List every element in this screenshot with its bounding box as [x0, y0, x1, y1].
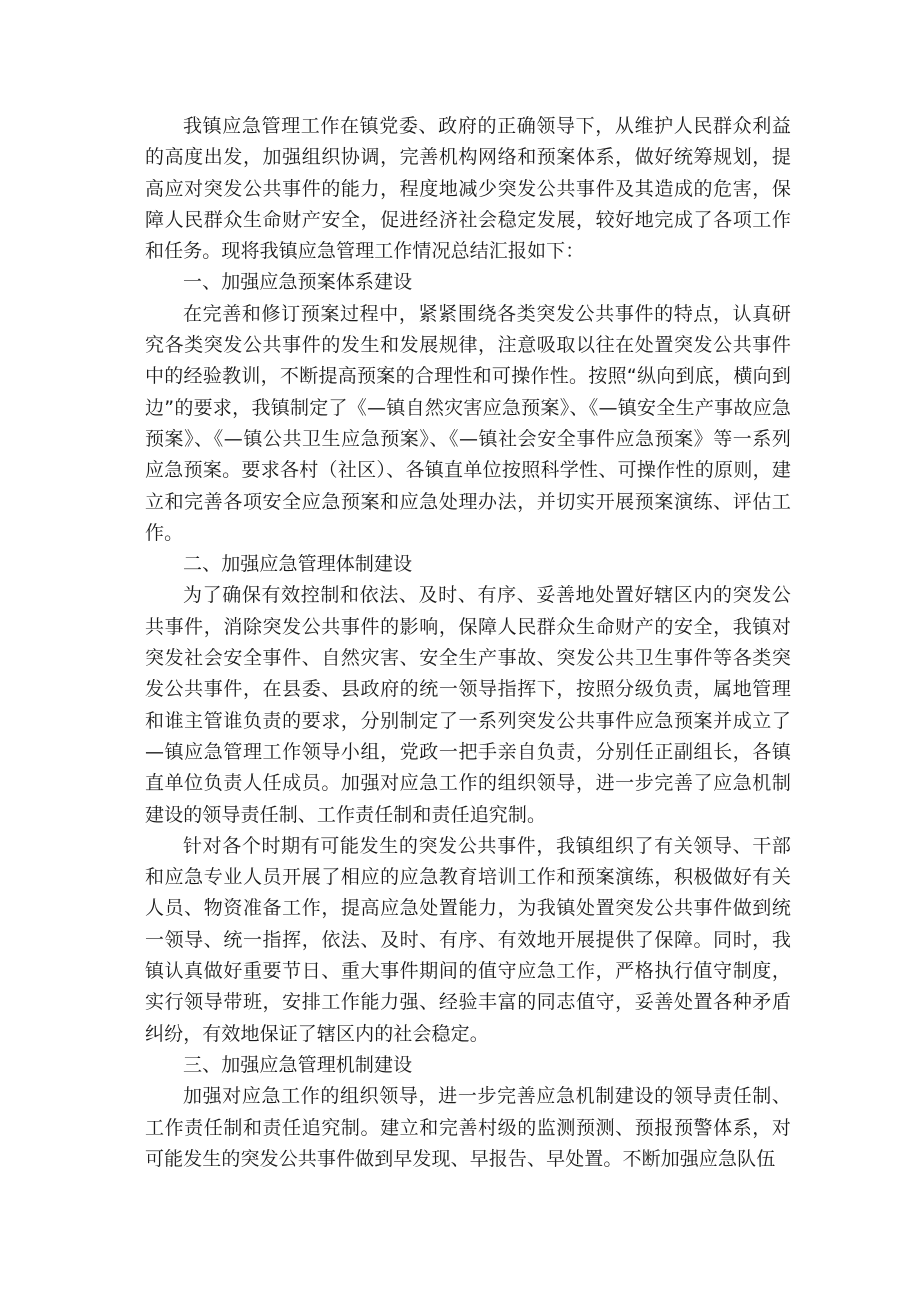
document-body	[145, 111, 791, 1175]
body-paragraph: 针对各个时期有可能发生的突发公共事件，我镇组织了有关领导、干部和应急专业人员开展了相应的应急教育培训工作和预案演练，积极做好有关人员、物资准备工作，提高应急处置能力，为我镇处置突发公共事件做到统一领导、统一指挥，依法、及时、有序、有效地开展提供了保障。同时，我镇认真做好重要节日、重大事件期间的值守应急工作，严格执行值守制度，实行领导带班，安排工作能力强、经验丰富的同志值守，妥善处置各种矛盾纠纷，有效地保证了辖区内的社会稳定。	[145, 834, 791, 1045]
section-heading-2: 二、加强应急管理体制建设	[183, 553, 413, 576]
section-heading-3: 三、加强应急管理机制建设	[183, 1053, 413, 1076]
intro-paragraph: 我镇应急管理工作在镇党委、政府的正确领导下，从维护人民群众利益的高度出发，加强组织协调，完善机构网络和预案体系，做好统筹规划，提高应对突发公共事件的能力，程度地减少突发公共事件及其造成的危害，保障人民群众生命财产安全，促进经济社会稳定发展，较好地完成了各项工作和任务。现将我镇应急管理工作情况总结汇报如下：	[145, 115, 791, 263]
section-heading-1: 一、加强应急预案体系建设	[183, 271, 413, 294]
body-paragraph: 加强对应急工作的组织领导，进一步完善应急机制建设的领导责任制、工作责任制和责任追究制。建立和完善村级的监测预测、预报预警体系，对可能发生的突发公共事件做到早发现、早报告、早处置。不断加强应急队伍	[145, 1085, 791, 1170]
body-paragraph: 在完善和修订预案过程中，紧紧围绕各类突发公共事件的特点，认真研究各类突发公共事件的发生和发展规律，注意吸取以往在处置突发公共事件中的经验教训，不断提高预案的合理性和可操作性。按照“纵向到底，横向到边”的要求，我镇制定了《—镇自然灾害应急预案》、《—镇安全生产事故应急预案》、《—镇公共卫生应急预案》、《—镇社会安全事件应急预案》等一系列应急预案。要求各村（社区）、各镇直单位按照科学性、可操作性的原则，建立和完善各项安全应急预案和应急处理办法，并切实开展预案演练、评估工作。	[145, 302, 791, 544]
body-paragraph: 为了确保有效控制和依法、及时、有序、妥善地处置好辖区内的突发公共事件，消除突发公共事件的影响，保障人民群众生命财产的安全，我镇对突发社会安全事件、自然灾害、安全生产事故、突发公共卫生事件等各类突发公共事件，在县委、县政府的统一领导指挥下，按照分级负责，属地管理和谁主管谁负责的要求，分别制定了一系列突发公共事件应急预案并成立了—镇应急管理工作领导小组，党政一把手亲自负责，分别任正副组长，各镇直单位负责人任成员。加强对应急工作的组织领导，进一步完善了应急机制建设的领导责任制、工作责任制和责任追究制。	[145, 584, 791, 826]
